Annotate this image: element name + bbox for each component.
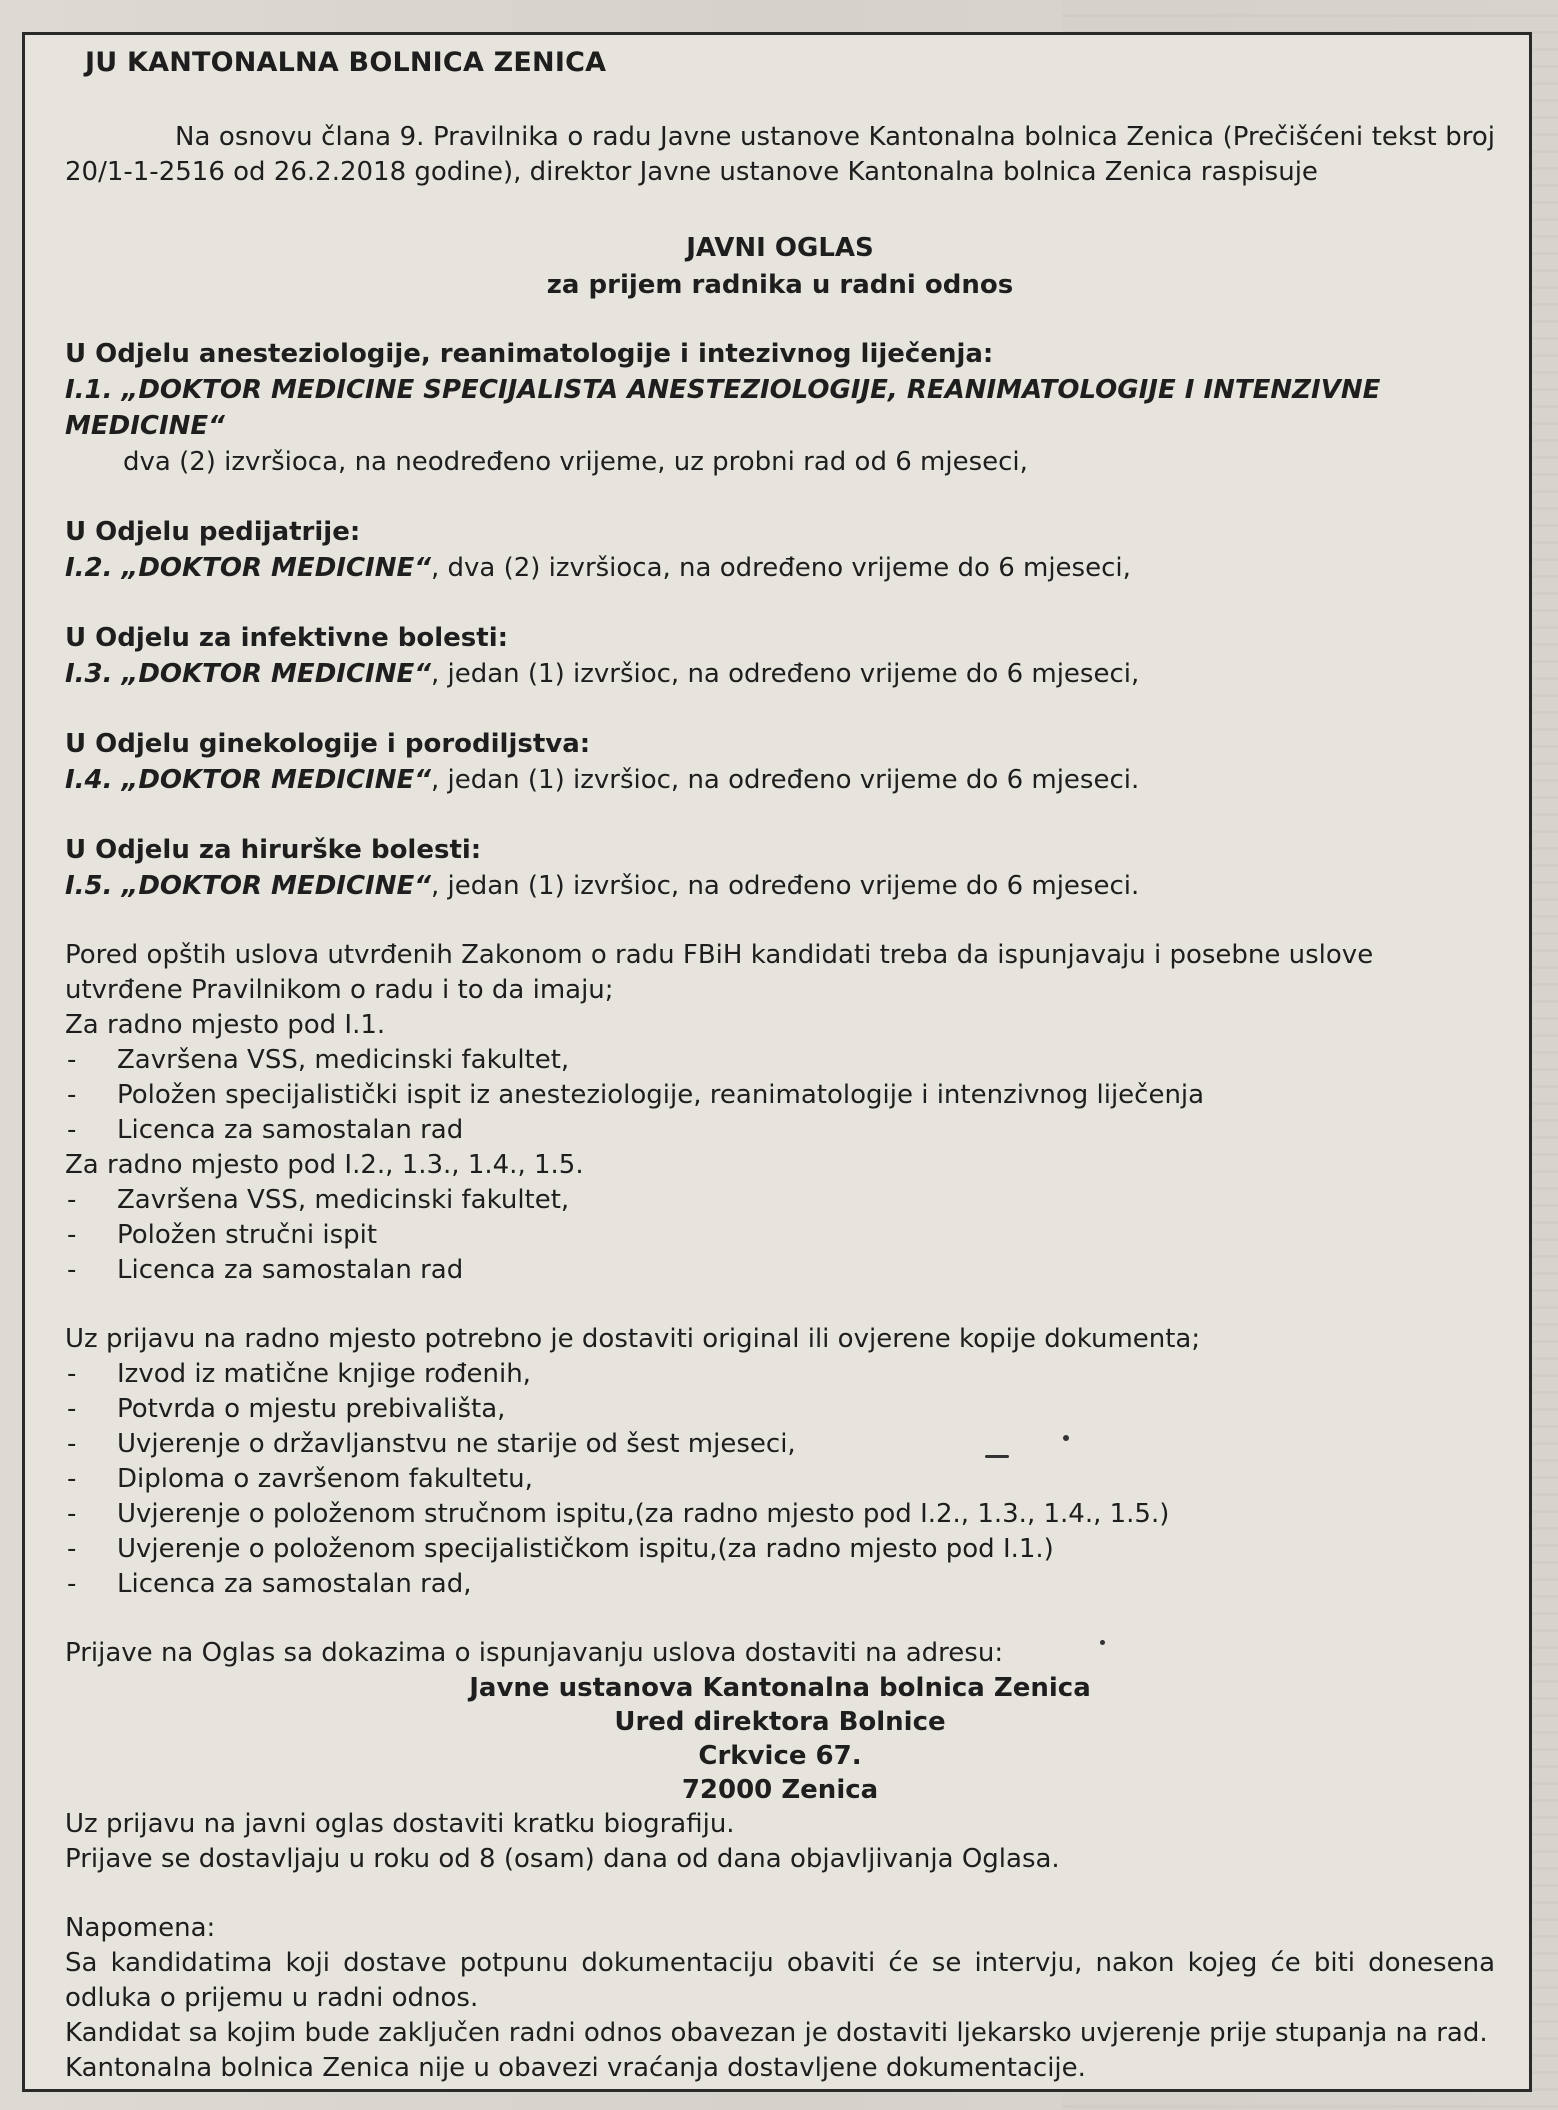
position-detail: , jedan (1) izvršioc, na određeno vrijeme do 6 mjeseci. <box>430 765 1140 795</box>
list-item: - Završena VSS, medicinski fakultet, <box>65 1183 1495 1218</box>
note-line: Kandidat sa kojim bude zaključen radni odnos obavezan je dostaviti ljekarsko uvjerenje prije stupanja na rad. <box>65 2018 1488 2048</box>
position-terms: dva (2) izvršioca, na neodređeno vrijeme, uz probni rad od 6 mjeseci, <box>123 447 1028 477</box>
department-heading: U Odjelu pedijatrije: <box>65 517 361 547</box>
address-line: Crkvice 67. <box>698 1741 862 1771</box>
deadline-note: Prijave se dostavljaju u roku od 8 (osam) dana od dana objavljivanja Oglasa. <box>65 1844 1060 1874</box>
position-code: I.3. „DOKTOR MEDICINE“ <box>65 659 431 689</box>
note-line: Sa kandidatima koji dostave potpunu dokumentaciju obaviti će se intervju, nakon kojeg će biti donesena odluka o prijemu u radni odnos. <box>65 1948 1495 2013</box>
list-item: - Uvjerenje o položenom stručnom ispitu,(za radno mjesto pod I.2., 1.3., 1.4., 1.5.) <box>65 1497 1495 1532</box>
note-section <box>65 1911 1495 2086</box>
documents-intro: Uz prijavu na radno mjesto potrebno je dostaviti original ili ovjerene kopije dokumenta; <box>65 1324 1201 1354</box>
position-item <box>65 336 1495 480</box>
position-line <box>65 656 1495 692</box>
submission-section <box>65 1636 1495 1877</box>
list-item: - Položen specijalistički ispit iz anesteziologije, reanimatologije i intenzivnog liječenja <box>65 1078 1495 1113</box>
note-label: Napomena: <box>65 1913 216 1943</box>
positions-list <box>65 336 1495 904</box>
address-line: 72000 Zenica <box>681 1775 879 1805</box>
conditions-group2-label: Za radno mjesto pod I.2., 1.3., 1.4., 1.5. <box>65 1150 584 1180</box>
list-item: - Uvjerenje o položenom specijalističkom ispitu,(za radno mjesto pod I.1.) <box>65 1532 1495 1567</box>
notice-title: JAVNI OGLAS <box>686 233 874 263</box>
list-item: - Potvrda o mjestu prebivališta, <box>65 1392 1495 1427</box>
submission-intro: Prijave na Oglas sa dokazima o ispunjavanju uslova dostaviti na adresu: <box>65 1638 1004 1668</box>
position-detail: , jedan (1) izvršioc, na određeno vrijeme do 6 mjeseci, <box>430 659 1140 689</box>
position-code: I.5. „DOKTOR MEDICINE“ <box>65 871 431 901</box>
conditions-group1-label: Za radno mjesto pod I.1. <box>65 1010 386 1040</box>
department-heading: U Odjelu za hirurške bolesti: <box>65 835 482 865</box>
department-heading: U Odjelu ginekologije i porodiljstva: <box>65 729 591 759</box>
job-notice-box <box>22 32 1532 2092</box>
conditions-section <box>65 938 1495 1288</box>
position-item <box>65 726 1495 798</box>
documents-list <box>65 1357 1495 1602</box>
position-code: I.1. „DOKTOR MEDICINE SPECIJALISTA ANESTEZIOLOGIJE, REANIMATOLOGIJE I INTENZIVNE MEDICINE“ <box>65 375 1381 441</box>
position-item <box>65 620 1495 692</box>
list-item: - Izvod iz matične knjige rođenih, <box>65 1357 1495 1392</box>
conditions-intro: Pored opštih uslova utvrđenih Zakonom o radu FBiH kandidati treba da ispunjavaju i posebne uslove utvrđene Pravilnikom o radu i to da imaju; <box>65 940 1374 1005</box>
address-line: Javne ustanova Kantonalna bolnica Zenica <box>469 1673 1091 1703</box>
list-item: - Licenca za samostalan rad <box>65 1253 1495 1288</box>
list-item: - Licenca za samostalan rad <box>65 1113 1495 1148</box>
note-line: Kantonalna bolnica Zenica nije u obavezi vraćanja dostavljene dokumentacije. <box>65 2053 1086 2083</box>
conditions-group2-list <box>65 1183 1495 1288</box>
position-line <box>65 762 1495 798</box>
position-code: I.2. „DOKTOR MEDICINE“ <box>65 553 431 583</box>
print-speck <box>1100 1640 1105 1645</box>
position-code: I.4. „DOKTOR MEDICINE“ <box>65 765 431 795</box>
department-heading: U Odjelu za infektivne bolesti: <box>65 623 509 653</box>
department-heading: U Odjelu anesteziologije, reanimatologije i intezivnog liječenja: <box>65 339 994 369</box>
list-item: - Završena VSS, medicinski fakultet, <box>65 1043 1495 1078</box>
position-item <box>65 832 1495 904</box>
position-line <box>65 372 1495 444</box>
notice-content <box>65 47 1495 2086</box>
list-item: - Uvjerenje o državljanstvu ne starije od šest mjeseci, <box>65 1427 1495 1462</box>
intro-paragraph: Na osnovu člana 9. Pravilnika o radu Javne ustanove Kantonalna bolnica Zenica (Prečišćeni tekst broj 20/1-1-2516 od 26.2.2018 godine), direktor Javne ustanove Kantonalna bolnica Zenica raspisuje <box>65 122 1495 187</box>
position-detail: , jedan (1) izvršioc, na određeno vrijeme do 6 mjeseci. <box>430 871 1140 901</box>
list-item: - Položen stručni ispit <box>65 1218 1495 1253</box>
print-speck <box>1063 1435 1069 1441</box>
notice-subtitle: za prijem radnika u radni odnos <box>546 270 1014 300</box>
documents-section <box>65 1322 1495 1602</box>
print-speck <box>985 1455 1009 1458</box>
conditions-group1-list <box>65 1043 1495 1148</box>
address-line: Ured direktora Bolnice <box>614 1707 946 1737</box>
position-line <box>65 550 1495 586</box>
position-line <box>65 868 1495 904</box>
organization-name: JU KANTONALNA BOLNICA ZENICA <box>85 47 607 78</box>
list-item: - Diploma o završenom fakultetu, <box>65 1462 1495 1497</box>
position-detail: , dva (2) izvršioca, na određeno vrijeme do 6 mjeseci, <box>430 553 1131 583</box>
biography-note: Uz prijavu na javni oglas dostaviti kratku biografiju. <box>65 1809 735 1839</box>
position-item <box>65 514 1495 586</box>
list-item: - Licenca za samostalan rad, <box>65 1567 1495 1602</box>
